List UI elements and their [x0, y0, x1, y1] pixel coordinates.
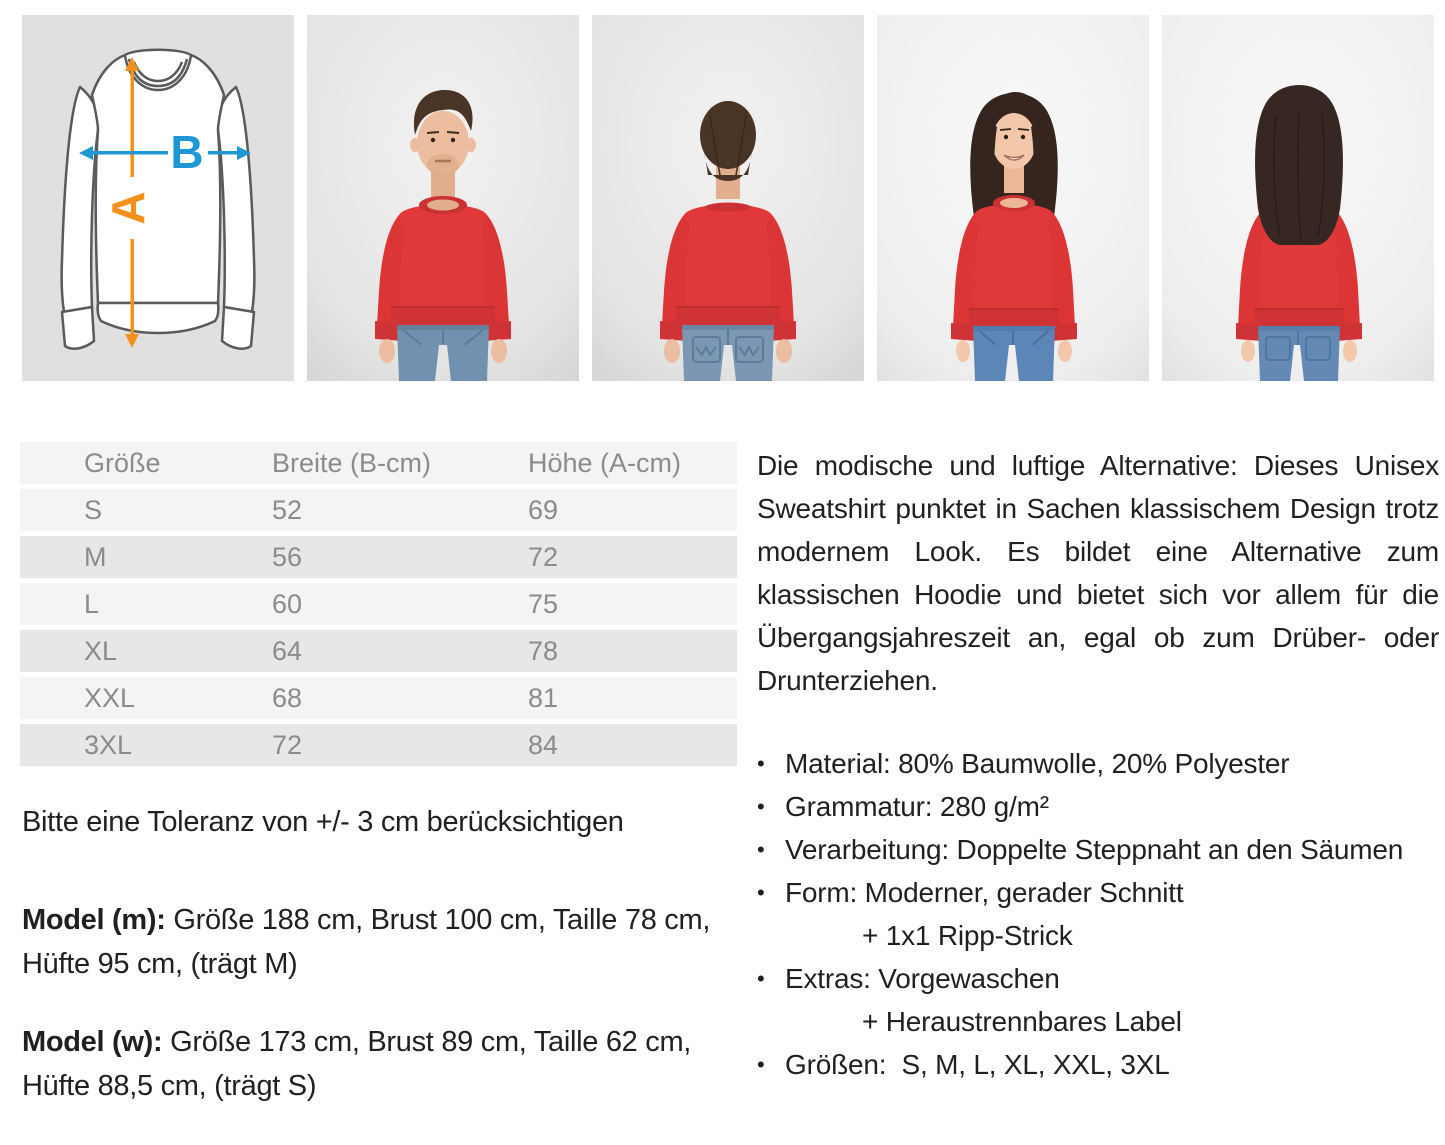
- feature-text: Form: Moderner, gerader Schnitt: [785, 877, 1184, 908]
- feature-row: [757, 1000, 1445, 1043]
- size-diagram-graphic: [22, 15, 294, 381]
- cell-height: 78: [508, 630, 737, 672]
- column-header-width: Breite (B-cm): [252, 442, 508, 484]
- cell-width: 56: [252, 536, 508, 578]
- cell-width: 64: [252, 630, 508, 672]
- model-male-back-graphic: [592, 15, 864, 381]
- model-measurements: [22, 898, 728, 1142]
- cell-width: 72: [252, 724, 508, 766]
- model-male-back-photo: [592, 15, 864, 381]
- column-header-size: Größe: [20, 442, 252, 484]
- bullet-dot: •: [757, 794, 765, 819]
- size-table-body: [20, 489, 737, 766]
- bullet-dot: •: [757, 966, 765, 991]
- model-female-back-photo: [1162, 15, 1434, 381]
- feature-row: [757, 785, 1445, 828]
- model-info-block: [22, 1020, 728, 1108]
- width-arrow-label: B: [170, 126, 204, 178]
- bullet-dot: •: [757, 880, 765, 905]
- cell-height: 75: [508, 583, 737, 625]
- cell-size: XXL: [20, 677, 252, 719]
- model-female-front-graphic: [877, 15, 1149, 381]
- feature-text: Material: 80% Baumwolle, 20% Polyester: [785, 748, 1290, 779]
- feature-row: [757, 957, 1445, 1000]
- cell-width: 68: [252, 677, 508, 719]
- cell-height: 72: [508, 536, 737, 578]
- cell-size: S: [20, 489, 252, 531]
- model-male-front-graphic: [307, 15, 579, 381]
- feature-text: Extras: Vorgewaschen: [785, 963, 1060, 994]
- feature-row: [757, 828, 1445, 871]
- model-female-back-graphic: [1162, 15, 1434, 381]
- bullet-dot: •: [757, 837, 765, 862]
- model-male-front-photo: [307, 15, 579, 381]
- cell-width: 60: [252, 583, 508, 625]
- table-row: [20, 724, 737, 766]
- feature-text: Verarbeitung: Doppelte Steppnaht an den Säumen: [785, 834, 1404, 865]
- feature-text: Grammatur: 280 g/m²: [785, 791, 1049, 822]
- feature-text: Größen: S, M, L, XL, XXL, 3XL: [785, 1049, 1170, 1080]
- feature-row: [757, 742, 1445, 785]
- table-row: [20, 536, 737, 578]
- feature-row: [757, 871, 1445, 914]
- size-table: [20, 437, 737, 771]
- model-label: Model (m):: [22, 904, 166, 936]
- cell-height: 69: [508, 489, 737, 531]
- size-diagram-image: [22, 15, 294, 381]
- feature-row: [757, 914, 1445, 957]
- table-row: [20, 677, 737, 719]
- model-text: Größe 188 cm, Brust 100 cm, Taille 78 cm, Hüfte 95 cm, (trägt M): [22, 904, 711, 980]
- product-description: Die modische und luftige Alternative: Dieses Unisex Sweatshirt punktet in Sachen klassischem Design trotz modernem Look. Es bildet eine Alternative zum klassischen Hoodie und bietet sich vor allem für die Übergangsjahreszeit an, egal ob zum Drüber- oder Drunterziehen.: [757, 450, 1439, 696]
- tolerance-note: Bitte eine Toleranz von +/- 3 cm berücksichtigen: [22, 806, 624, 838]
- cell-width: 52: [252, 489, 508, 531]
- model-label: Model (w):: [22, 1026, 163, 1058]
- cell-size: L: [20, 583, 252, 625]
- feature-text: + 1x1 Ripp-Strick: [862, 920, 1073, 951]
- cell-size: XL: [20, 630, 252, 672]
- cell-height: 81: [508, 677, 737, 719]
- model-text: Größe 173 cm, Brust 89 cm, Taille 62 cm, Hüfte 88,5 cm, (trägt S): [22, 1026, 692, 1102]
- cell-height: 84: [508, 724, 737, 766]
- feature-text: + Heraustrennbares Label: [862, 1006, 1182, 1037]
- bullet-dot: •: [757, 751, 765, 776]
- column-header-height: Höhe (A-cm): [508, 442, 737, 484]
- table-row: [20, 489, 737, 531]
- table-row: [20, 583, 737, 625]
- feature-row: [757, 1043, 1445, 1086]
- product-image-gallery: [22, 15, 1434, 381]
- bullet-dot: •: [757, 1052, 765, 1077]
- model-info-block: [22, 898, 728, 986]
- height-arrow-label: A: [102, 191, 154, 225]
- cell-size: M: [20, 536, 252, 578]
- table-row: [20, 630, 737, 672]
- model-female-front-photo: [877, 15, 1149, 381]
- cell-size: 3XL: [20, 724, 252, 766]
- size-table-header-row: [20, 442, 737, 484]
- feature-list: [757, 742, 1445, 1086]
